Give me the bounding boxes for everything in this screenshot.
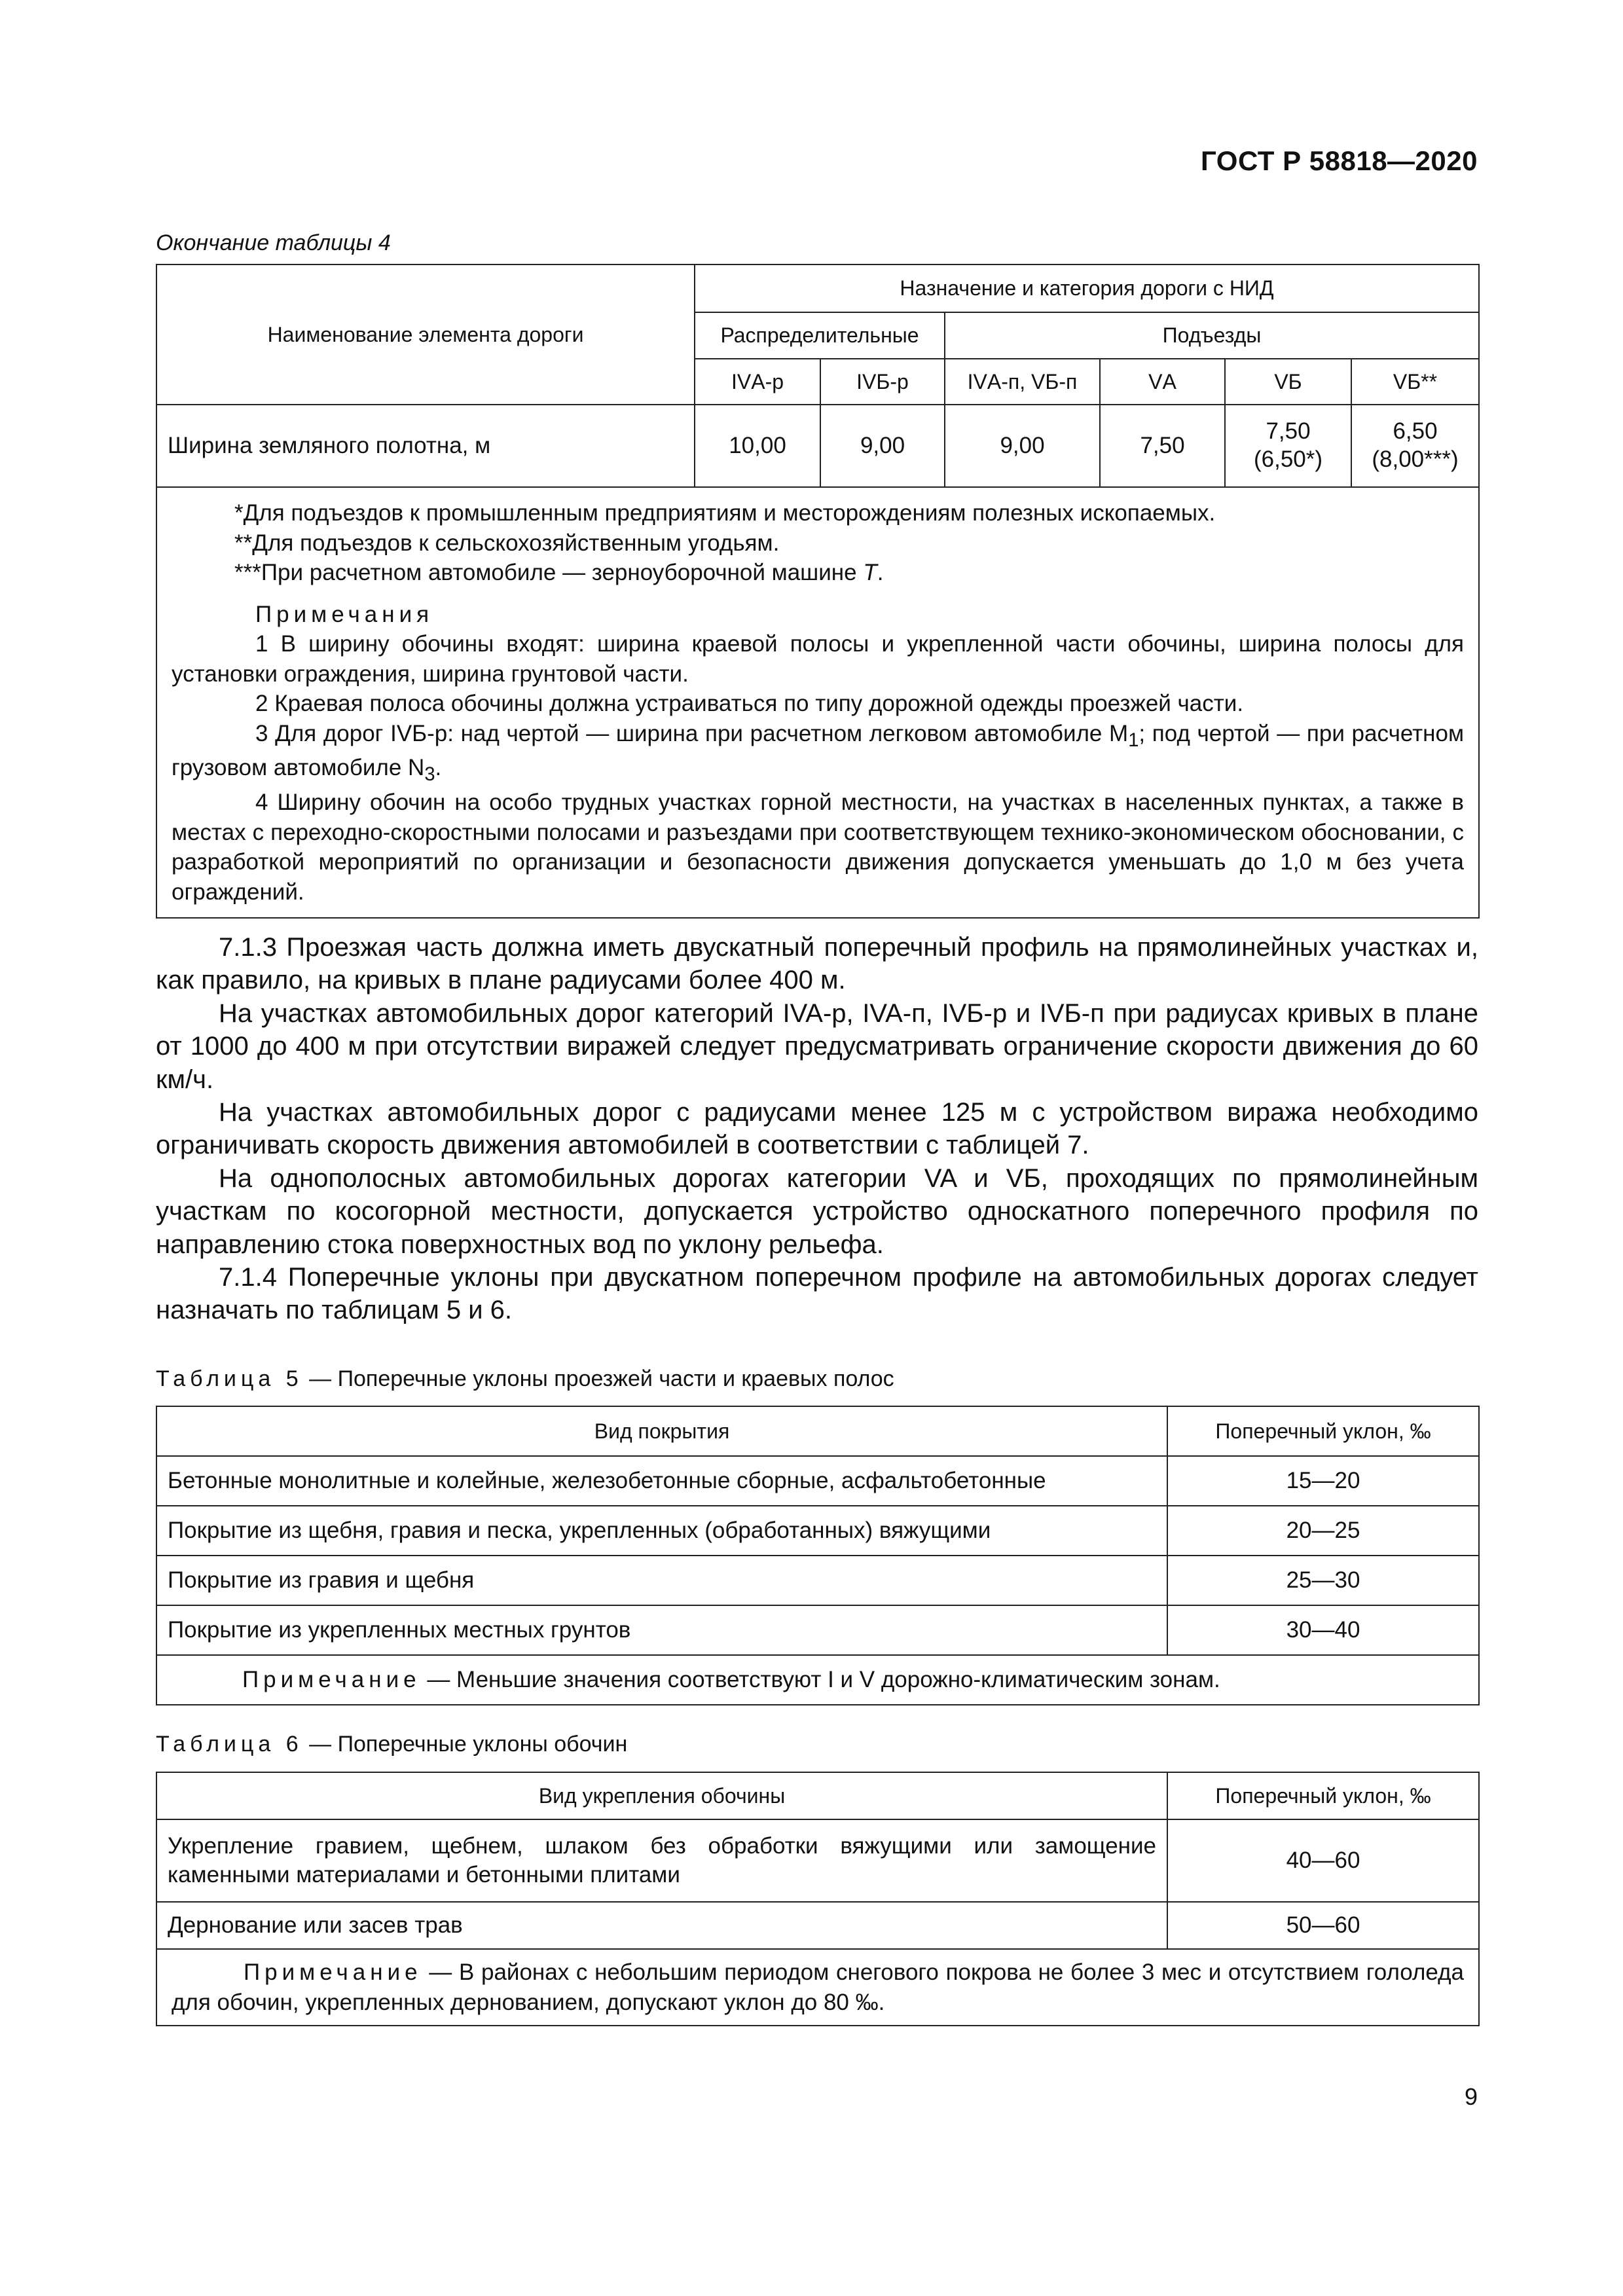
table4-caption: Окончание таблицы 4	[156, 230, 391, 255]
table6-slope: 40—60	[1167, 1819, 1479, 1902]
table6-caption-label: Таблица 6	[156, 1732, 303, 1757]
table-row	[156, 1655, 1479, 1705]
table5-type: Бетонные монолитные и колейные, железобетонные сборные, асфальтобетонные	[156, 1456, 1167, 1506]
table4-row-label: Ширина земляного полотна, м	[156, 405, 695, 487]
table-row	[156, 1902, 1479, 1949]
table4-group-header: Назначение и категория дороги с НИД	[695, 264, 1479, 312]
table6-note-label: Примечание	[244, 1959, 422, 1985]
paragraph: На участках автомобильных дорог с радиусами менее 125 м с устройством виража необходимо ограничивать скорость движения автомобилей в соответствии с таблицей 7.	[156, 1097, 1478, 1160]
table4-category: IVА-р	[695, 359, 820, 405]
table4-value-alt: (8,00***)	[1372, 446, 1459, 472]
table6-col-type: Вид укрепления обочины	[156, 1772, 1167, 1819]
body-text	[156, 931, 1478, 1327]
table4-value-main: 7,50	[1266, 418, 1311, 445]
page-number: 9	[1464, 2083, 1478, 2110]
table4-value	[1351, 405, 1479, 487]
table5-type: Покрытие из укрепленных местных грунтов	[156, 1605, 1167, 1655]
table-row	[156, 1556, 1479, 1605]
note-subscript: 1	[1128, 729, 1139, 751]
table4-subgroup-access: Подъезды	[945, 312, 1479, 359]
document-id: ГОСТ Р 58818—2020	[1201, 145, 1478, 176]
table-row	[156, 405, 1479, 487]
table4-value-main: 6,50	[1393, 418, 1438, 445]
table4-element-header: Наименование элемента дороги	[156, 264, 695, 405]
table-row	[156, 1605, 1479, 1655]
footnote: *Для подъездов к промышленным предприятиям и месторождениям полезных ископаемых.	[234, 500, 1216, 526]
table6-type: Укрепление гравием, щебнем, шлаком без обработки вяжущими или замощение каменными материалами и бетонными плитами	[156, 1819, 1167, 1902]
table6-caption-text: — Поперечные уклоны обочин	[302, 1732, 628, 1757]
table-row	[156, 1506, 1479, 1556]
table5-caption-label: Таблица 5	[156, 1366, 303, 1391]
table4-subgroup-distrib: Распределительные	[695, 312, 945, 359]
paragraph: На однополосных автомобильных дорогах категории VA и VБ, проходящих по прямолинейным участкам по косогорной местности, допускается устройство односкатного поперечного профиля по направлению стока поверхностных вод по уклону рельефа.	[156, 1163, 1478, 1259]
table6-type: Дернование или засев трав	[156, 1902, 1167, 1949]
table-row	[156, 1949, 1479, 2026]
table-row	[156, 1456, 1479, 1506]
notes-title: Примечания	[255, 601, 434, 627]
table5-slope: 15—20	[1167, 1456, 1479, 1506]
table4-value: 9,00	[820, 405, 945, 487]
table5-slope: 25—30	[1167, 1556, 1479, 1605]
table6-caption	[156, 1732, 627, 1757]
table5-slope: 30—40	[1167, 1605, 1479, 1655]
table4-category: VБ	[1225, 359, 1351, 405]
note-item: 2 Краевая полоса обочины должна устраиваться по типу дорожной одежды проезжей части.	[255, 691, 1244, 716]
table5-caption-text: — Поперечные уклоны проезжей части и краевых полос	[302, 1366, 894, 1391]
table4-value: 9,00	[945, 405, 1100, 487]
table4-category: IVА-п, VБ-п	[945, 359, 1100, 405]
table6-col-slope: Поперечный уклон, ‰	[1167, 1772, 1479, 1819]
note-item: 1 В ширину обочины входят: ширина краевой полосы и укрепленной части обочины, ширина полосы для установки ограждения, ширина грунтовой части.	[172, 631, 1465, 687]
note-text: 3 Для дорог IVБ-р: над чертой — ширина при расчетном легковом автомобиле M	[255, 720, 1129, 746]
table5-slope: 20—25	[1167, 1506, 1479, 1556]
table5-col-slope: Поперечный уклон, ‰	[1167, 1406, 1479, 1456]
table4	[156, 264, 1480, 919]
table4-value: 10,00	[695, 405, 820, 487]
table5-note-text: — Меньшие значения соответствуют I и V дорожно-климатическим зонам.	[420, 1667, 1220, 1692]
table4-value	[1225, 405, 1351, 487]
table6-note	[156, 1949, 1479, 2026]
table6-note-text: — В районах с небольшим периодом снегового покрова не более 3 мес и отсутствием гололеда для обочин, укрепленных дернованием, допускают уклон до 80 ‰.	[172, 1959, 1464, 2015]
footnote-variable: Т	[863, 560, 877, 585]
paragraph: 7.1.3 Проезжая часть должна иметь двускатный поперечный профиль на прямолинейных участках и, как правило, на кривых в плане радиусами более 400 м.	[156, 933, 1478, 995]
table6	[156, 1772, 1480, 2026]
footnote: **Для подъездов к сельскохозяйственным угодьям.	[234, 530, 780, 556]
footnote: ***При расчетном автомобиле — зерноуборочной машине Т.	[234, 560, 884, 585]
footnote-text: ***При расчетном автомобиле — зерноуборочной машине	[234, 560, 857, 585]
table4-category: IVБ-р	[820, 359, 945, 405]
table5-caption	[156, 1366, 894, 1392]
table5	[156, 1406, 1480, 1705]
note-item: 4 Ширину обочин на особо трудных участках горной местности, на участках в населенных пунктах, а также в местах с переходно-скоростными полосами и разъездами при соответствующем технико-экономическом обосновании, с разработкой мероприятий по организации и безопасности движения допускается уменьшать до 1,0 м без учета ограждений.	[172, 790, 1465, 905]
paragraph: На участках автомобильных дорог категорий IVA-р, IVA-п, IVБ-р и IVБ-п при радиусах кривых в плане от 1000 до 400 м при отсутствии виражей следует предусматривать ограничение скорости движения до 60 км/ч.	[156, 998, 1478, 1094]
paragraph: 7.1.4 Поперечные уклоны при двускатном поперечном профиле на автомобильных дорогах следует назначать по таблицам 5 и 6.	[156, 1262, 1478, 1325]
table5-type: Покрытие из щебня, гравия и песка, укрепленных (обработанных) вяжущими	[156, 1506, 1167, 1556]
table4-category: VА	[1100, 359, 1225, 405]
table5-note	[156, 1655, 1479, 1705]
note-item: 3 Для дорог IVБ-р: над чертой — ширина при расчетном легковом автомобиле $M_1$; под чертой — при расчетном грузовом автомобиле $N_3$.	[172, 720, 1465, 786]
note-text: ; под чертой — при расчетном грузовом автомобиле N	[172, 720, 1465, 781]
table6-slope: 50—60	[1167, 1902, 1479, 1949]
table4-notes	[156, 487, 1479, 918]
table5-note-label: Примечание	[242, 1667, 421, 1692]
table-row	[156, 1819, 1479, 1902]
note-subscript: 3	[424, 764, 435, 786]
table4-value: 7,50	[1100, 405, 1225, 487]
table4-value-alt: (6,50*)	[1253, 446, 1323, 472]
table5-col-type: Вид покрытия	[156, 1406, 1167, 1456]
table4-category: VБ**	[1351, 359, 1479, 405]
table5-type: Покрытие из гравия и щебня	[156, 1556, 1167, 1605]
